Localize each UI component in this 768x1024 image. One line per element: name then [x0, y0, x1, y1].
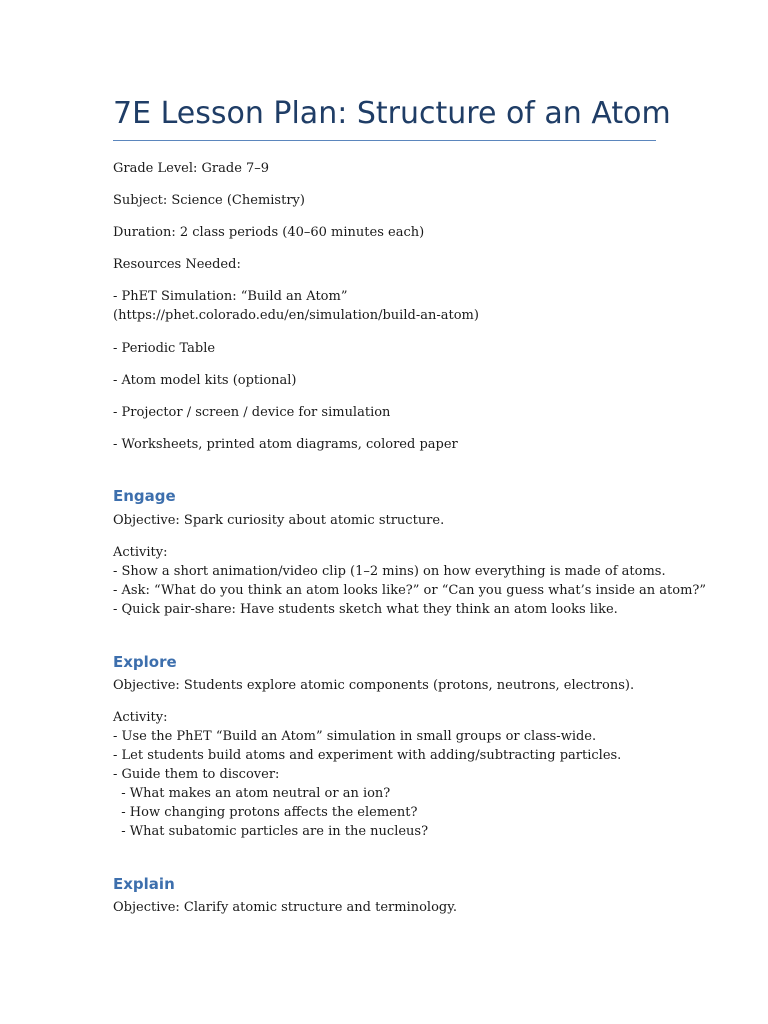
grade-level-line: Grade Level: Grade 7–9 — [113, 161, 270, 176]
resource-item-periodic-table: - Periodic Table — [113, 341, 216, 356]
resource-item-projector: - Projector / screen / device for simulation — [113, 405, 391, 420]
section-heading-engage: Engage — [113, 487, 176, 505]
explore-activity-label: Activity: — [113, 710, 168, 725]
explore-activity-subline: - What subatomic particles are in the nucleus? — [113, 824, 429, 839]
engage-activity-line: - Show a short animation/video clip (1–2 mins) on how everything is made of atoms. — [113, 564, 666, 579]
resource-item-model-kits: - Atom model kits (optional) — [113, 373, 297, 388]
engage-activity-line: - Ask: “What do you think an atom looks like?” or “Can you guess what’s inside an atom?” — [113, 583, 707, 598]
engage-activity-line: - Quick pair-share: Have students sketch what they think an atom looks like. — [113, 602, 618, 617]
subject-line: Subject: Science (Chemistry) — [113, 193, 305, 208]
resources-heading: Resources Needed: — [113, 257, 241, 272]
section-heading-explore: Explore — [113, 653, 177, 671]
resource-item-phet: - PhET Simulation: “Build an Atom” (https://phet.colorado.edu/en/simulation/build-an-atom) — [113, 289, 479, 323]
engage-activity-label: Activity: — [113, 545, 168, 560]
resource-item-worksheets: - Worksheets, printed atom diagrams, colored paper — [113, 437, 458, 452]
title-divider — [113, 140, 656, 141]
document-title: 7E Lesson Plan: Structure of an Atom — [113, 96, 671, 131]
engage-objective: Objective: Spark curiosity about atomic structure. — [113, 513, 445, 528]
explore-activity-line: - Let students build atoms and experiment with adding/subtracting particles. — [113, 748, 622, 763]
explore-activity-line: - Guide them to discover: — [113, 767, 280, 782]
duration-line: Duration: 2 class periods (40–60 minutes each) — [113, 225, 425, 240]
section-heading-explain: Explain — [113, 875, 175, 893]
explore-objective: Objective: Students explore atomic components (protons, neutrons, electrons). — [113, 678, 635, 693]
explore-activity-subline: - What makes an atom neutral or an ion? — [113, 786, 391, 801]
explore-activity-subline: - How changing protons affects the element? — [113, 805, 418, 820]
explore-activity-line: - Use the PhET “Build an Atom” simulation in small groups or class-wide. — [113, 729, 597, 744]
explain-objective: Objective: Clarify atomic structure and terminology. — [113, 900, 457, 915]
